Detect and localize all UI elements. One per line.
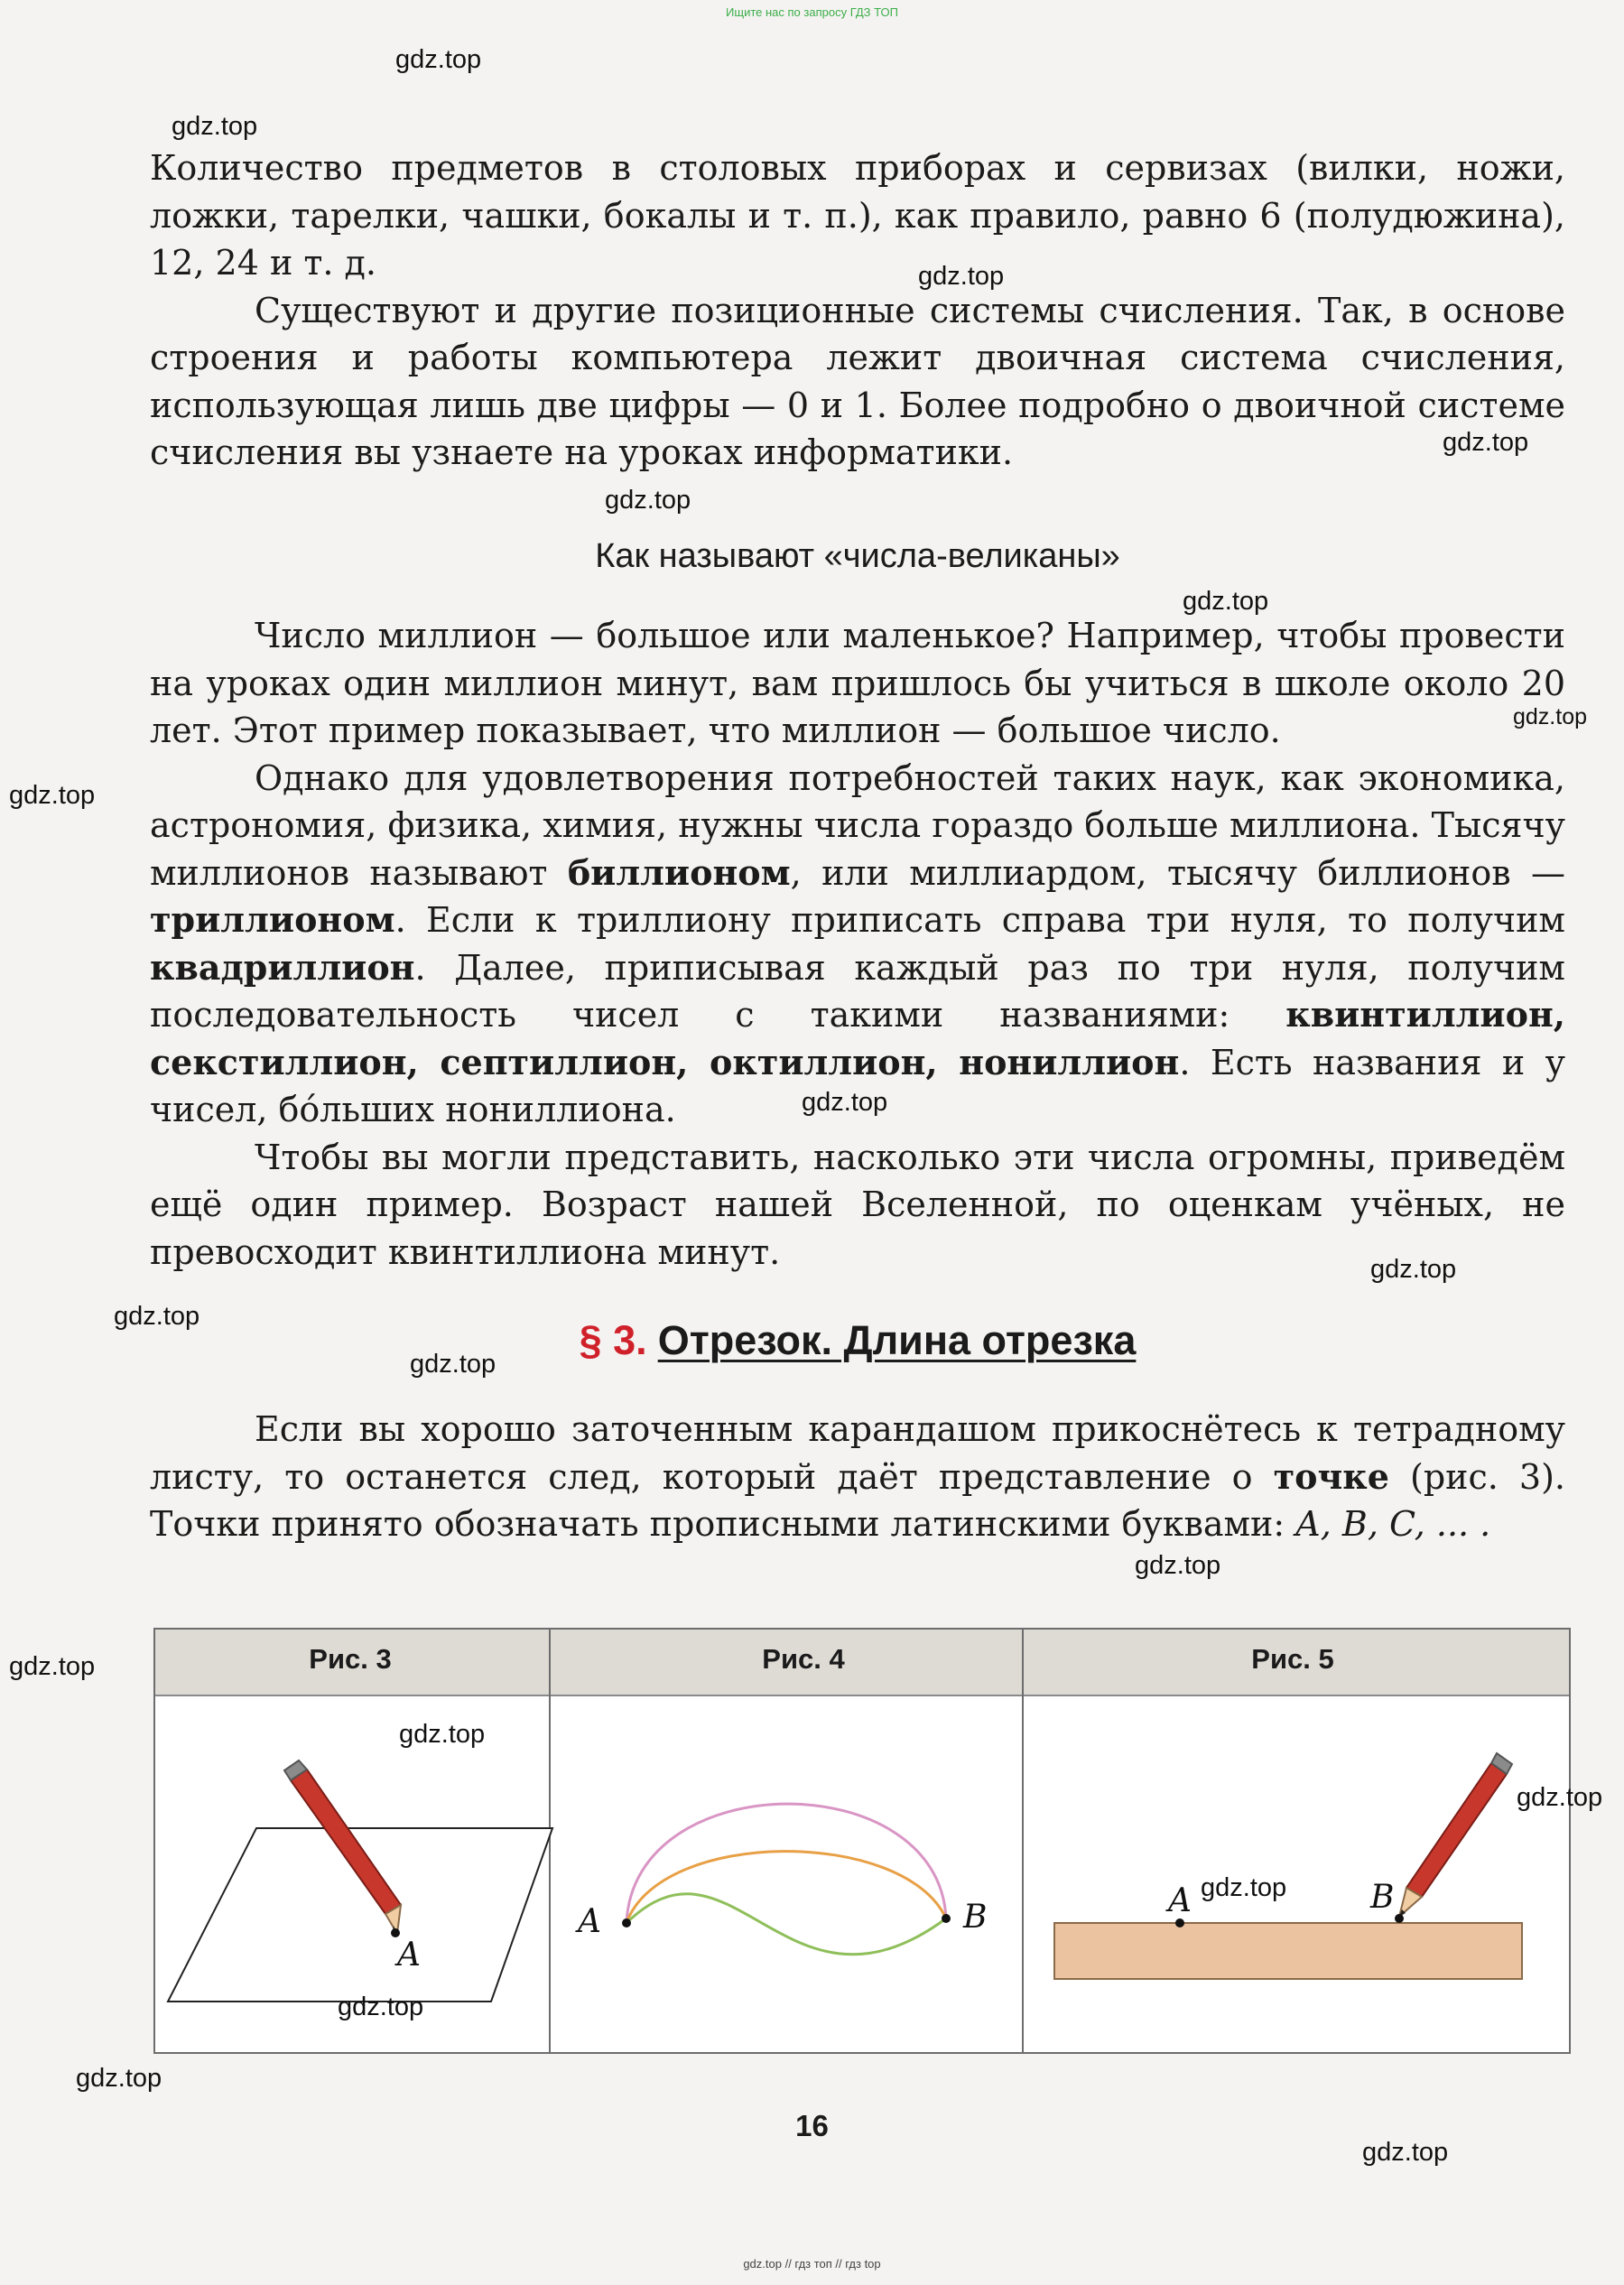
paragraph-tableware: Количество предметов в столовых приборах и сервизах (вилки, ножи, ложки, тарелки, чашки, бокалы и т. п.), как правило, равно 6 (полудюжина), 12, 24 и т. д.	[150, 148, 1565, 283]
fig3-drawing	[168, 1760, 552, 2002]
page-number: 16	[795, 2109, 829, 2142]
section-number: § 3.	[579, 1317, 647, 1363]
pencil-icon	[1399, 1753, 1512, 1917]
subheading-giant-numbers: Как называют «числа-великаны»	[595, 537, 1120, 575]
fig3-title: Рис. 3	[309, 1643, 392, 1675]
giant-numbers-paragraphs	[150, 612, 1565, 1276]
point-a-dot	[622, 1918, 631, 1927]
top-banner: Ищите нас по запросу ГДЗ ТОП	[726, 5, 898, 19]
segment-paragraph-block	[150, 1406, 1565, 1548]
point-b-dot	[1395, 1914, 1404, 1923]
fig4-point-b-label: B	[963, 1899, 988, 1936]
watermark: gdz.top	[1201, 1873, 1287, 1902]
curve-green	[626, 1894, 946, 1955]
watermark: gdz.top	[172, 112, 258, 141]
intro-paragraphs	[150, 144, 1565, 477]
watermark: gdz.top	[918, 262, 1005, 291]
watermark: gdz.top	[1135, 1551, 1221, 1580]
watermark: gdz.top	[802, 1088, 888, 1117]
watermark: gdz.top	[1370, 1255, 1457, 1284]
section-title: Отрезок. Длина отрезка	[657, 1317, 1137, 1363]
curve-pink	[626, 1804, 946, 1923]
paragraph-point: Если вы хорошо заточенным карандашом прикоснётесь к тетрадному листу, то останется след, который даёт представление о точке (рис. 3). Точки принято обозначать прописными латинскими буквами: A, B, C, ... .	[150, 1409, 1565, 1544]
term-billion: биллионом	[567, 851, 791, 893]
paragraph-million: Число миллион — большое или маленькое? Например, чтобы провести на уроках один миллион минут, вам пришлось бы учиться в школе около 20 лет. Этот пример показывает, что миллион — большое число.	[150, 616, 1565, 750]
watermark: gdz.top	[1362, 2138, 1449, 2167]
fig4-point-a-label: A	[578, 1903, 601, 1940]
figures-drawing	[155, 1630, 1569, 2052]
fig4-drawing	[575, 1804, 987, 1955]
paragraph-binary: Существуют и другие позиционные системы счисления. Так, в основе строения и работы компьютера лежит двоичная система счисления, использующая лишь две цифры — 0 и 1. Более подробно о двоичной системе счисления вы узнаете на уроках информатики.	[150, 290, 1565, 472]
watermark: gdz.top	[1513, 704, 1588, 729]
watermark: gdz.top	[76, 2064, 162, 2093]
point-letters: A, B, C, ... .	[1295, 1504, 1491, 1544]
fig3-point-label: A	[397, 1937, 421, 1974]
watermark: gdz.top	[399, 1720, 486, 1749]
ruler	[1054, 1923, 1522, 1979]
point-b-dot	[942, 1914, 951, 1923]
term-list: квинтиллион, секстиллион, септиллион, октиллион, нониллион	[150, 994, 1565, 1082]
bottom-banner: gdz.top // гдз топ // гдз top	[743, 2257, 881, 2271]
section-heading	[150, 1314, 1565, 1368]
watermark: gdz.top	[605, 486, 691, 515]
curve-orange	[626, 1852, 946, 1923]
fig5-point-a-label: A	[1168, 1882, 1192, 1919]
fig5-point-b-label: B	[1370, 1879, 1395, 1916]
fig5-title: Рис. 5	[1251, 1643, 1334, 1675]
watermark: gdz.top	[1443, 428, 1529, 457]
term-point: точке	[1273, 1455, 1389, 1497]
watermark: gdz.top	[9, 781, 96, 810]
fig5-drawing	[1054, 1753, 1522, 1979]
point-a-dot	[1175, 1918, 1184, 1927]
watermark: gdz.top	[395, 45, 482, 74]
figures-table	[153, 1628, 1603, 2054]
watermark: gdz.top	[1183, 587, 1269, 616]
paragraph-universe: Чтобы вы могли представить, насколько эти числа огромны, приведём ещё один пример. Возраст нашей Вселенной, по оценкам учёных, не превосходит квинтиллиона минут.	[150, 1137, 1565, 1272]
term-quadrillion: квадриллион	[150, 946, 415, 988]
watermark: gdz.top	[1517, 1783, 1603, 1812]
fig4-title: Рис. 4	[762, 1643, 845, 1675]
term-trillion: триллионом	[150, 899, 395, 940]
watermark: gdz.top	[338, 1992, 424, 2021]
watermark: gdz.top	[410, 1350, 496, 1379]
paragraph-names: Однако для удовлетворения потребностей таких наук, как экономика, астрономия, физика, химия, нужны числа гораздо больше миллиона. Тысячу миллионов называют биллионом, или миллиардом, тысячу биллионов — триллионом. Если к триллиону приписать справа три нуля, то получим квадриллион. Далее, приписывая каждый раз по три нуля, получим последовательность чисел с такими названиями: квинтиллион, секстиллион, септиллион, октиллион, нониллион. Есть названия и у чисел, бóльших нониллиона.	[150, 757, 1566, 1129]
watermark: gdz.top	[114, 1302, 200, 1331]
watermark: gdz.top	[9, 1652, 96, 1681]
